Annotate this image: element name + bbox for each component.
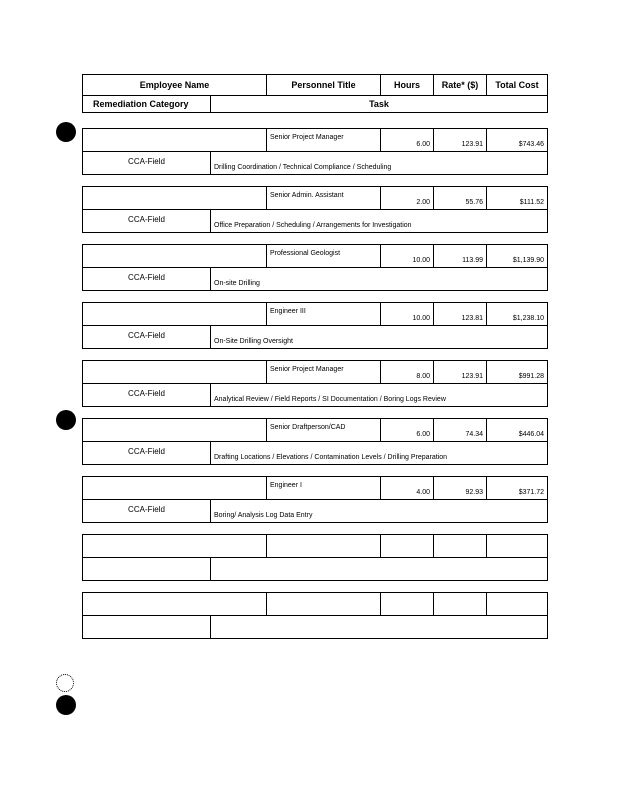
total-cost-cell: $991.28 (486, 360, 548, 384)
remediation-category-cell: CCA-Field (82, 499, 211, 523)
employee-name-cell (82, 186, 267, 210)
header-personnel-title: Personnel Title (266, 74, 381, 96)
hours-cell: 10.00 (380, 244, 434, 268)
employee-name-cell (82, 418, 267, 442)
remediation-category-cell (82, 615, 211, 639)
remediation-category-cell: CCA-Field (82, 441, 211, 465)
total-cost-cell: $1,139.90 (486, 244, 548, 268)
rate-cell: 123.91 (433, 128, 487, 152)
task-cell: On-Site Drilling Oversight (210, 325, 548, 349)
remediation-category-cell: CCA-Field (82, 267, 211, 291)
rate-cell: 55.76 (433, 186, 487, 210)
employee-name-cell (82, 534, 267, 558)
task-cell: Boring/ Analysis Log Data Entry (210, 499, 548, 523)
punch-hole-icon (56, 410, 76, 430)
total-cost-cell (486, 534, 548, 558)
personnel-title-cell: Senior Draftperson/CAD (266, 418, 381, 442)
rate-cell: 123.81 (433, 302, 487, 326)
punch-hole-icon (56, 695, 76, 715)
hours-cell: 8.00 (380, 360, 434, 384)
task-cell: Drafting Locations / Elevations / Contamination Levels / Drilling Preparation (210, 441, 548, 465)
hours-cell: 6.00 (380, 418, 434, 442)
personnel-title-cell: Engineer III (266, 302, 381, 326)
personnel-title-cell: Senior Project Manager (266, 128, 381, 152)
employee-name-cell (82, 592, 267, 616)
total-cost-cell: $743.46 (486, 128, 548, 152)
personnel-title-cell: Engineer I (266, 476, 381, 500)
remediation-category-cell: CCA-Field (82, 151, 211, 175)
total-cost-cell: $446.04 (486, 418, 548, 442)
header-hours: Hours (380, 74, 434, 96)
task-cell: Drilling Coordination / Technical Compliance / Scheduling (210, 151, 548, 175)
rate-cell: 92.93 (433, 476, 487, 500)
rate-cell: 74.34 (433, 418, 487, 442)
employee-name-cell (82, 244, 267, 268)
task-cell: Office Preparation / Scheduling / Arrangements for Investigation (210, 209, 548, 233)
remediation-category-cell: CCA-Field (82, 325, 211, 349)
hours-cell: 4.00 (380, 476, 434, 500)
header-task: Task (210, 95, 548, 113)
employee-name-cell (82, 128, 267, 152)
hours-cell: 10.00 (380, 302, 434, 326)
personnel-title-cell (266, 534, 381, 558)
total-cost-cell (486, 592, 548, 616)
hours-cell: 2.00 (380, 186, 434, 210)
task-cell: Analytical Review / Field Reports / SI Documentation / Boring Logs Review (210, 383, 548, 407)
personnel-title-cell: Senior Admin. Assistant (266, 186, 381, 210)
header-employee-name: Employee Name (82, 74, 267, 96)
employee-name-cell (82, 476, 267, 500)
hours-cell (380, 592, 434, 616)
employee-name-cell (82, 302, 267, 326)
task-cell (210, 557, 548, 581)
total-cost-cell: $371.72 (486, 476, 548, 500)
total-cost-cell: $111.52 (486, 186, 548, 210)
rate-cell (433, 534, 487, 558)
personnel-title-cell: Senior Project Manager (266, 360, 381, 384)
employee-name-cell (82, 360, 267, 384)
remediation-category-cell: CCA-Field (82, 209, 211, 233)
punch-hole-icon (56, 122, 76, 142)
hours-cell (380, 534, 434, 558)
task-cell (210, 615, 548, 639)
rate-cell (433, 592, 487, 616)
punch-hole-outline-icon (56, 674, 74, 692)
rate-cell: 123.91 (433, 360, 487, 384)
personnel-title-cell: Professional Geologist (266, 244, 381, 268)
header-total-cost: Total Cost (486, 74, 548, 96)
personnel-title-cell (266, 592, 381, 616)
rate-cell: 113.99 (433, 244, 487, 268)
header-remediation-category: Remediation Category (82, 95, 211, 113)
hours-cell: 6.00 (380, 128, 434, 152)
task-cell: On-site Drilling (210, 267, 548, 291)
header-rate: Rate* ($) (433, 74, 487, 96)
total-cost-cell: $1,238.10 (486, 302, 548, 326)
remediation-category-cell: CCA-Field (82, 383, 211, 407)
remediation-category-cell (82, 557, 211, 581)
